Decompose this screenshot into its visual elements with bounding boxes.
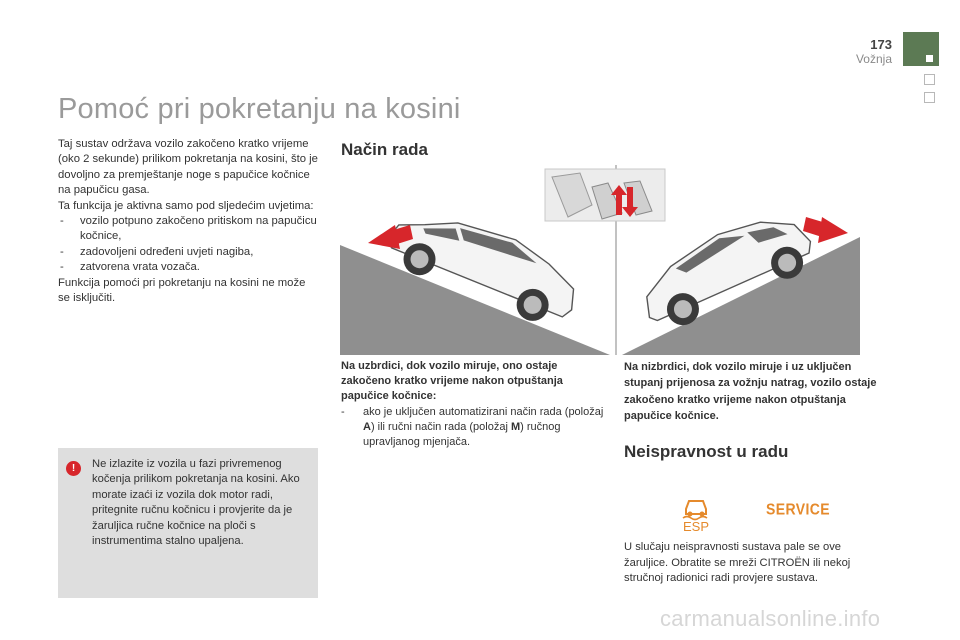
chapter-tab <box>924 74 935 85</box>
warning-exclamation-icon: ! <box>66 461 81 476</box>
warning-text: Ne izlazite iz vozila u fazi privremenog kočenja prilikom pokretanja na kosini. Ako morate izaći iz vozila dok motor radi, pritegnite ručnu kočnicu i provjerite da je žaruljica ručne kočnice na ploči s instrumentima stalno upaljena. <box>92 458 300 548</box>
section-heading-operation: Način rada <box>341 140 428 159</box>
intro-paragraph: Funkcija pomoći pri pokretanju na kosini ne može se isključiti. <box>58 276 306 305</box>
pedal-inset <box>545 169 665 221</box>
warning-box <box>58 448 318 598</box>
page-number: 173 <box>870 37 892 52</box>
section-name: Vožnja <box>855 52 892 66</box>
hill-start-illustration <box>340 165 860 355</box>
fault-text: U slučaju neispravnosti sustava pale se ove žaruljice. Obratite se mreži CITROËN ili nekoj stručnoj radionici radi provjere sustava. <box>624 541 851 585</box>
arrow-right-icon <box>803 217 848 243</box>
intro-text <box>58 137 320 306</box>
list-item: - zadovoljeni određeni uvjeti nagiba, <box>60 245 254 258</box>
chapter-tab-active <box>903 32 939 66</box>
list-item: - zatvorena vrata vozača. <box>60 261 200 274</box>
esp-label: ESP <box>682 519 710 532</box>
chapter-tab <box>924 92 935 103</box>
intro-paragraph: Ta funkcija je aktivna samo pod sljedećim uvjetima: <box>58 199 314 212</box>
list-item: - vozilo potpuno zakočeno pritiskom na papučicu kočnice, <box>60 215 317 243</box>
caption-uphill: Na uzbrdici, dok vozilo miruje, ono ostaje zakočeno kratko vrijeme nakon otpuštanja papučice kočnice: - ako je uključen automatizirani način rada (položaj A) ili ručni način rada (položaj M) ručnog upravljanog mjenjača. <box>341 359 606 450</box>
list-item: - ako je uključen automatizirani način rada (položaj A) ili ručni način rada (položaj M) ručnog upravljanog mjenjača. <box>341 405 604 449</box>
caption-downhill: Na nizbrdici, dok vozilo miruje i uz uključen stupanj prijenosa za vožnju natrag, vozilo ostaje zakočeno kratko vrijeme nakon otpuštanja papučice kočnice. <box>624 361 877 423</box>
intro-paragraph: Taj sustav održava vozilo zakočeno kratko vrijeme (oko 2 sekunde) prilikom pokretanja na kosini, što je dovoljno za premještanje noge s papučice kočnice na papučicu gasa. <box>58 138 318 197</box>
service-warning-label: SERVICE <box>766 500 831 518</box>
page-title: Pomoć pri pokretanju na kosini <box>58 93 461 125</box>
watermark: carmanualsonline.info <box>660 606 881 631</box>
section-heading-fault: Neispravnost u radu <box>624 442 789 461</box>
esp-warning-icon <box>675 492 717 532</box>
